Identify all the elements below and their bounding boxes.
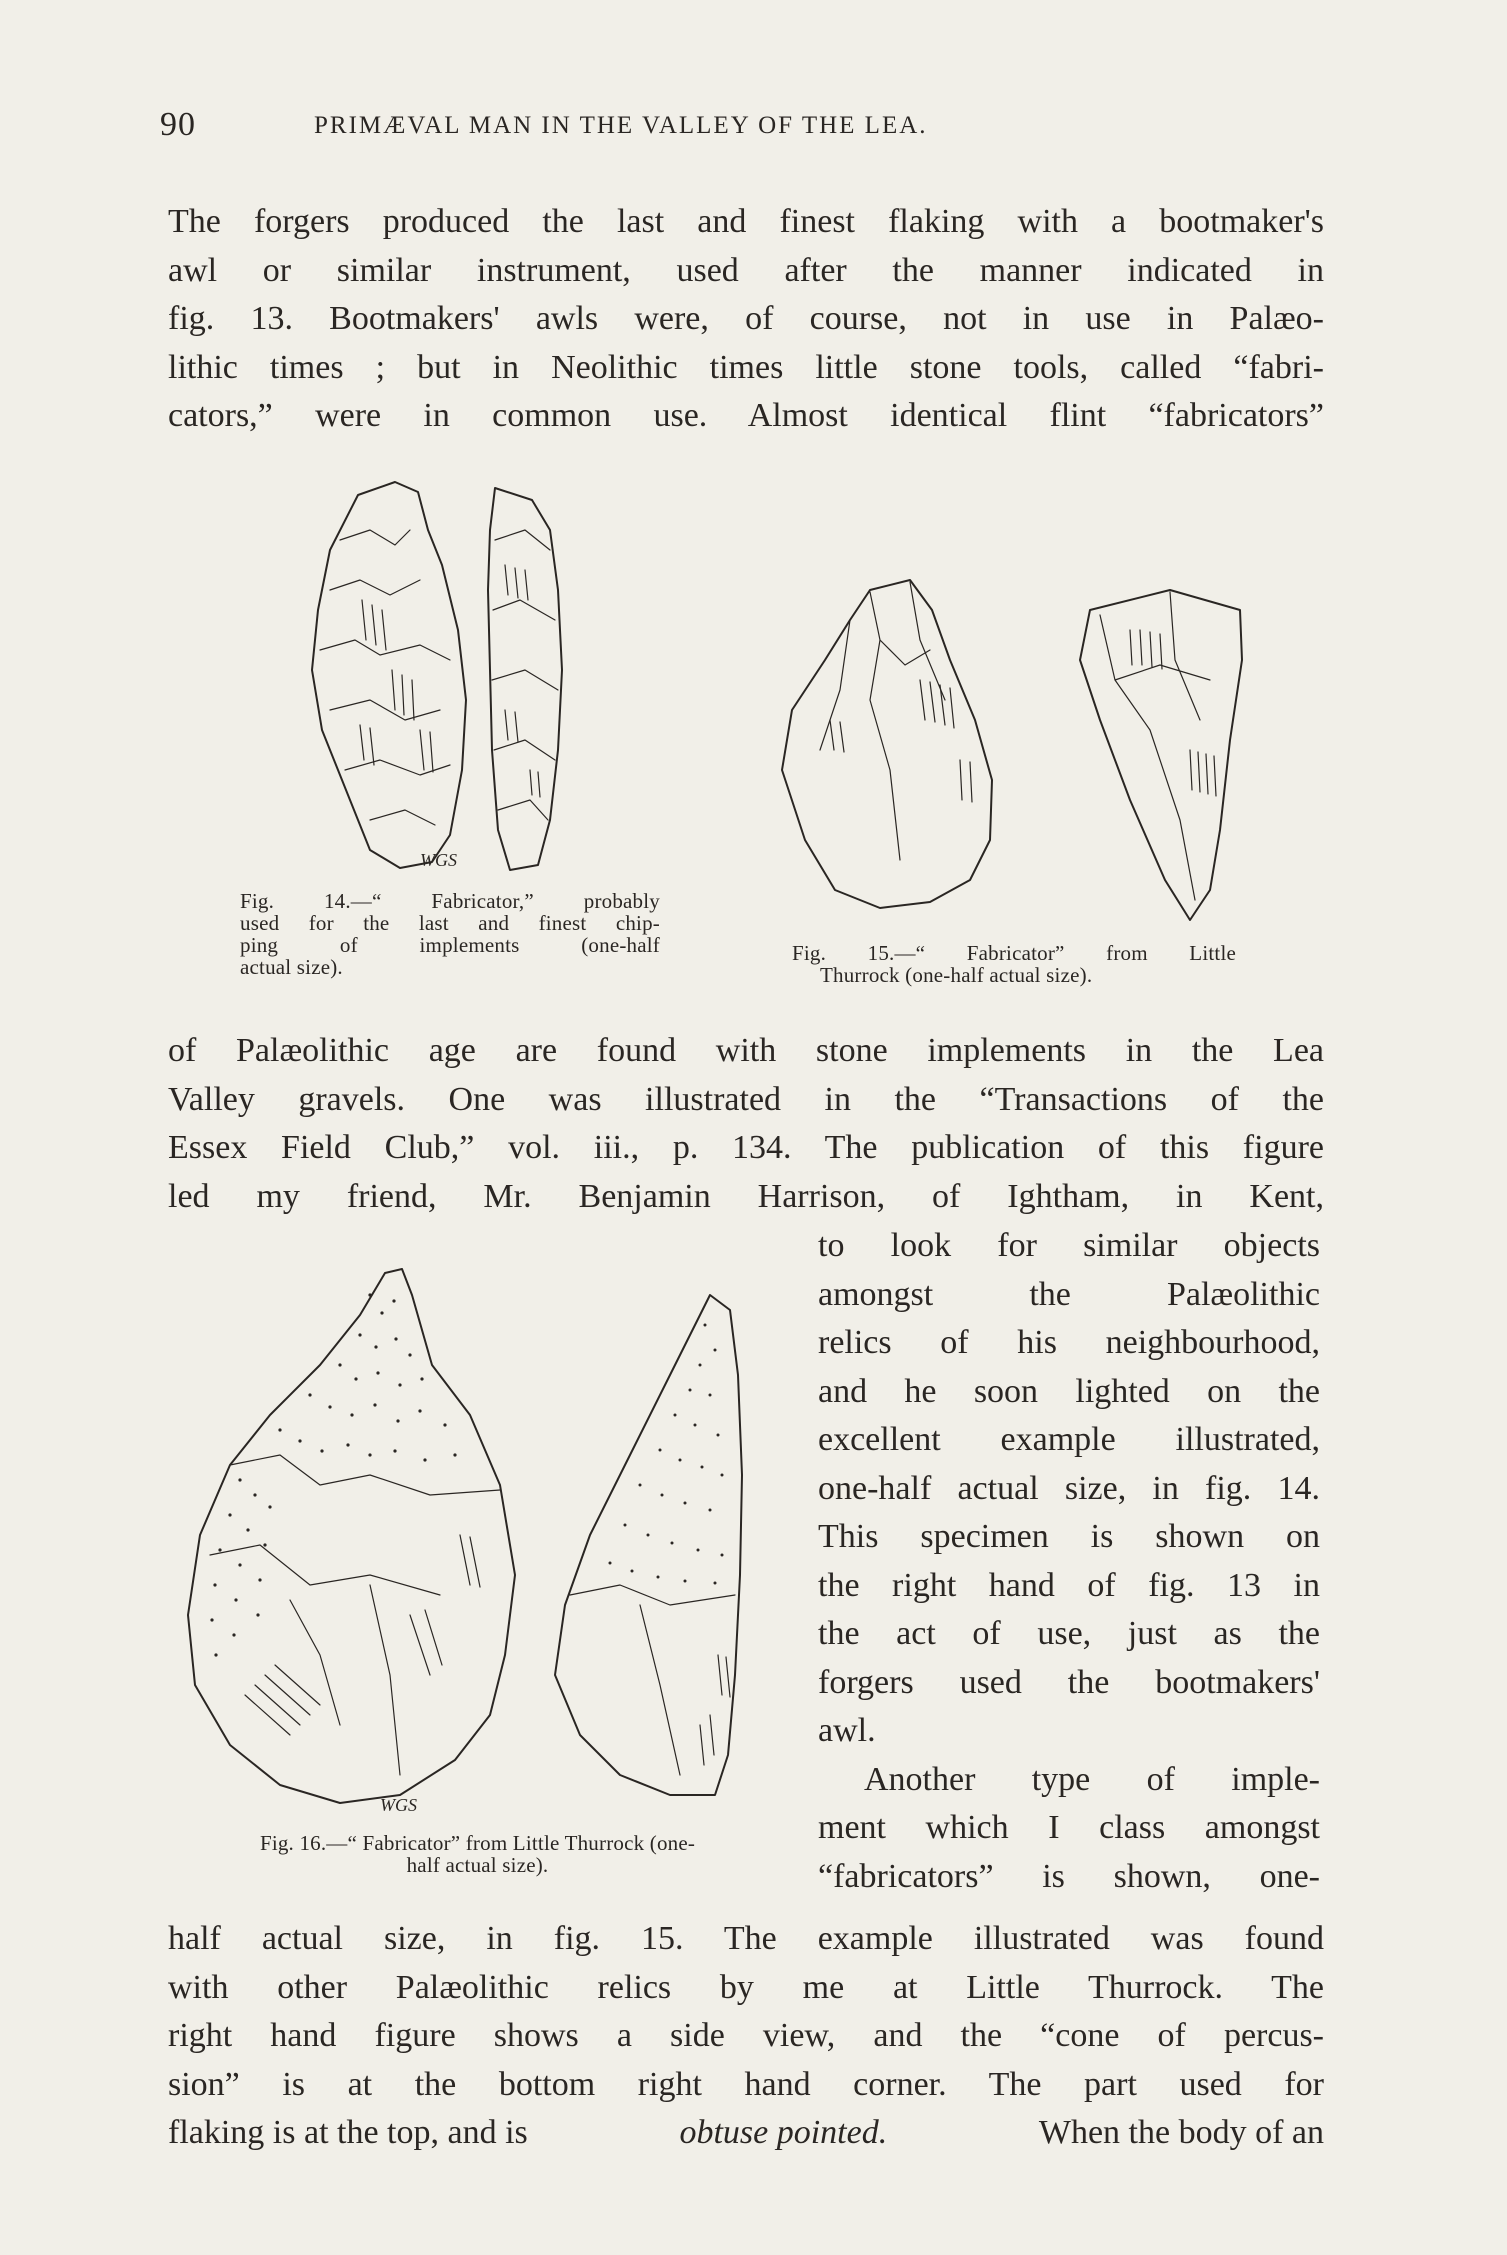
text-line: led my friend, Mr. Benjamin Harrison, of Ightham, in Kent, (168, 1177, 1324, 1215)
text-line: cators,” were in common use. Almost identical flint “fabricators” (168, 397, 1324, 434)
text-line-with-italic (168, 2109, 1324, 2158)
text-line: Essex Field Club,” vol. iii., p. 134. The publication of this figure (168, 1129, 1324, 1166)
text-line: half actual size, in fig. 15. The example illustrated was found (168, 1920, 1324, 1957)
text-segment: flaking is at the top, and is (168, 2114, 528, 2151)
paragraph-3 (168, 1915, 1324, 2158)
paragraph-2 (168, 1027, 1324, 1221)
fig16-signature: WGS (380, 1795, 417, 1815)
text-line: one-half actual size, in fig. 14. (818, 1469, 1320, 1507)
text-line: lithic times ; but in Neolithic times little stone tools, called “fabri- (168, 348, 1324, 386)
fig14-flint-drawing (300, 470, 600, 880)
text-line: awl. (818, 1712, 876, 1749)
text-line: excellent example illustrated, (818, 1421, 1320, 1458)
caption-line: actual size). (240, 955, 343, 979)
fig15-caption (792, 942, 1236, 986)
wrapped-column-text (818, 1222, 1320, 1901)
caption-line: Fig. 16.—“ Fabricator” from Little Thurrock (one- (259, 1831, 696, 1855)
text-line: relics of his neighbourhood, (818, 1324, 1320, 1361)
text-line: the right hand of fig. 13 in (818, 1566, 1320, 1604)
caption-line: half actual size). (406, 1853, 549, 1877)
text-line: fig. 13. Bootmakers' awls were, of course, not in use in Palæo- (168, 300, 1324, 337)
caption-line: Fig. 15.—“ Fabricator” from Little (792, 941, 1236, 965)
caption-line: ping of implements (one-half (240, 933, 660, 957)
caption-line: Thurrock (one-half actual size). (820, 963, 1093, 987)
text-line: with other Palæolithic relics by me at Little Thurrock. The (168, 1968, 1324, 2006)
running-header (160, 106, 1340, 144)
text-line: Valley gravels. One was illustrated in the “Transactions of the (168, 1080, 1324, 1118)
text-line: amongst the Palæolithic (818, 1275, 1320, 1313)
page-number: 90 (160, 106, 196, 143)
fig16-side-stipple (609, 1324, 724, 1585)
text-line: right hand figure shows a side view, and the “cone of percus- (168, 2017, 1324, 2054)
text-line: Another type of imple- (864, 1760, 1320, 1798)
fig16-caption (165, 1832, 790, 1876)
fig14-signature: WGS (420, 850, 457, 870)
text-segment: When the body of an (1038, 2114, 1324, 2151)
text-line: forgers used the bootmakers' (818, 1663, 1320, 1701)
text-line: awl or similar instrument, used after the manner indicated in (168, 251, 1324, 289)
caption-line: Fig. 14.—“ Fabricator,” probably (240, 889, 660, 913)
text-line: The forgers produced the last and finest flaking with a bootmaker's (168, 203, 1324, 240)
running-title: PRIMÆVAL MAN IN THE VALLEY OF THE LEA. (314, 112, 928, 139)
italic-phrase: obtuse pointed. (679, 2114, 888, 2151)
text-line: ment which I class amongst (818, 1809, 1320, 1846)
paragraph-1 (168, 198, 1324, 441)
fig15-flint-drawing (770, 570, 1280, 930)
text-line: sion” is at the bottom right hand corner. The part used for (168, 2065, 1324, 2103)
fig14-caption (240, 890, 660, 978)
text-line: This specimen is shown on (818, 1518, 1320, 1555)
text-line: and he soon lighted on the (818, 1372, 1320, 1410)
caption-line: used for the last and finest chip- (240, 911, 660, 935)
text-line: of Palæolithic age are found with stone implements in the Lea (168, 1032, 1324, 1069)
text-line: “fabricators” is shown, one- (818, 1857, 1320, 1895)
text-line: the act of use, just as the (818, 1615, 1320, 1652)
fig16-flint-drawing (170, 1255, 790, 1815)
text-line: to look for similar objects (818, 1227, 1320, 1264)
